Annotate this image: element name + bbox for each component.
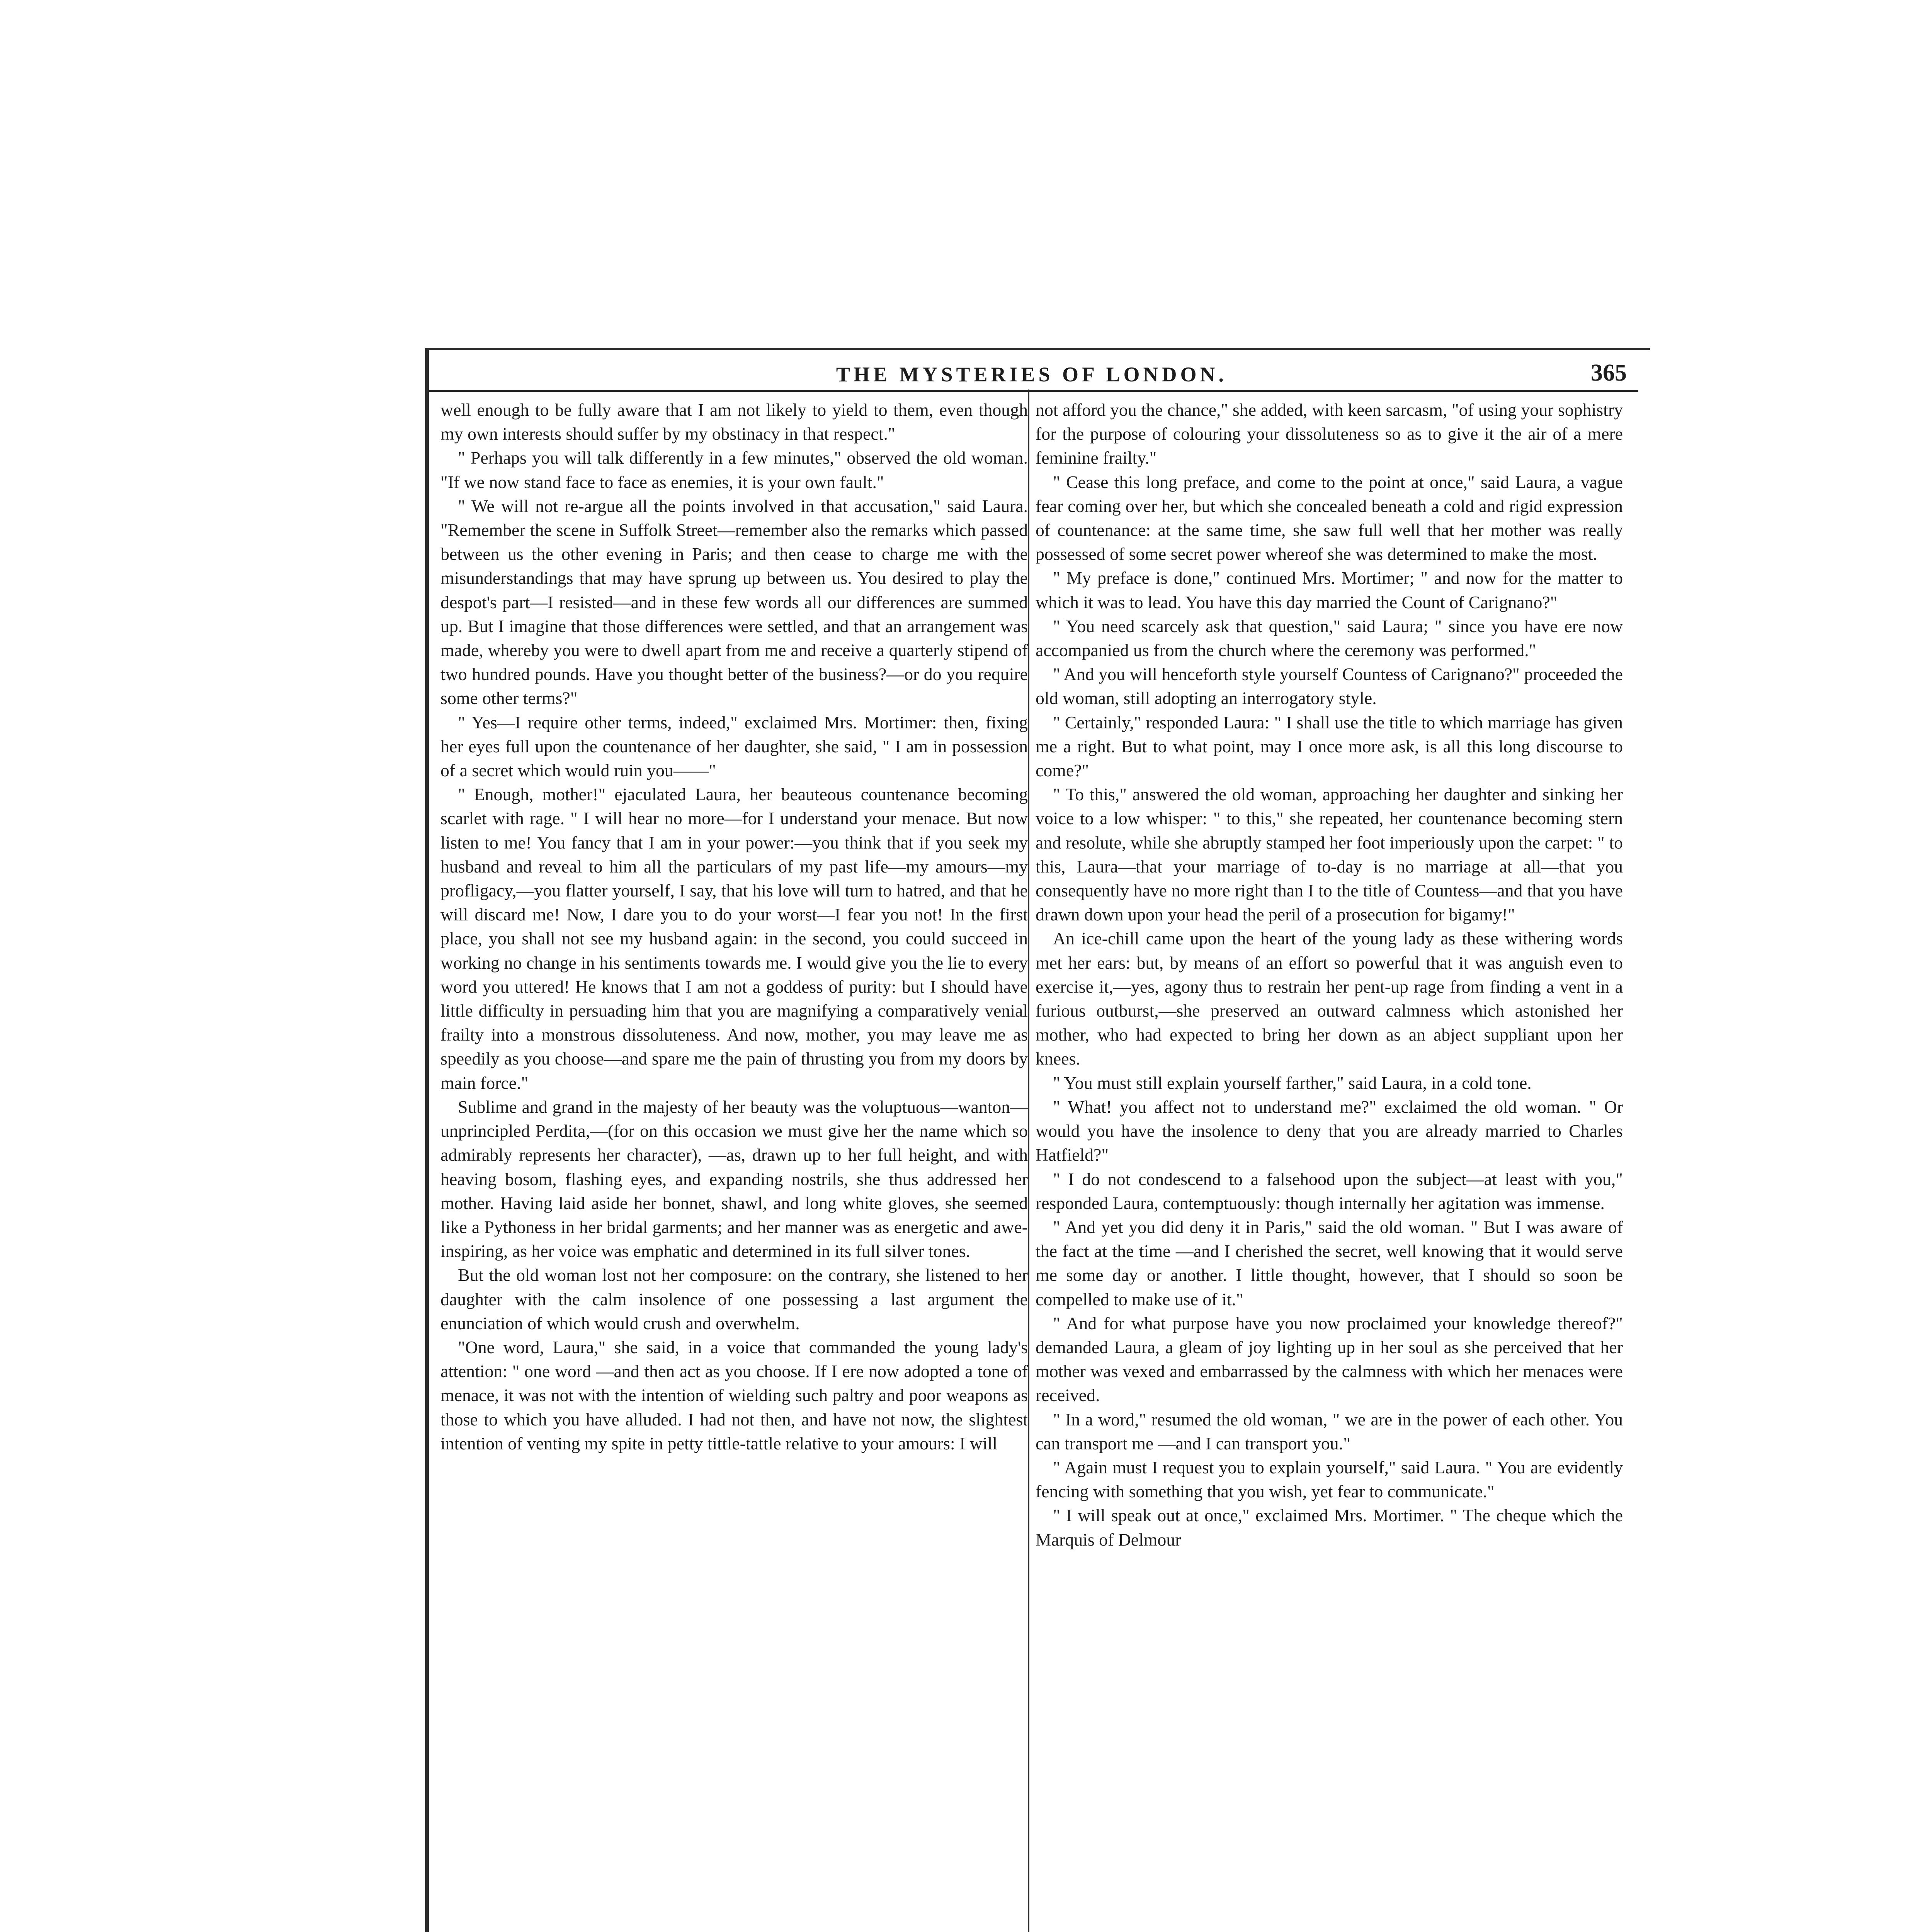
paragraph: " Again must I request you to explain yourself," said Laura. " You are evidently fencing with something that you wish, yet fear to communicate." [1036,1457,1623,1502]
column-divider [1028,389,1029,1932]
paragraph: " Perhaps you will talk differently in a few minutes," observed the old woman. "If we now stand face to face as enemies, it is your own fault." [440,448,1028,492]
paragraph: An ice-chill came upon the heart of the young lady as these withering words met her ears: but, by means of an effort so powerful that it was anguish even to exercise it,—yes, agony thus to restrain her pent-up rage from finding a vent in a furious outburst,—she preserved an outward calmness which astonished her mother, who had expected to bring her down as an abject suppliant upon her knees. [1036,929,1623,1069]
paragraph: not afford you the chance," she added, with keen sarcasm, "of using your sophistry for the purpose of colouring your dissoluteness so as to give it the air of a mere feminine frailty." [1036,400,1623,468]
paragraph: " You must still explain yourself farther," said Laura, in a cold tone. [1053,1073,1532,1093]
paragraph: " And you will henceforth style yourself Countess of Carignano?" proceeded the old woman, still adopting an interrogatory style. [1036,664,1623,708]
paragraph: " You need scarcely ask that question," said Laura; " since you have ere now accompanied us from the church where the ceremony was performed." [1036,616,1623,660]
paragraph: " I will speak out at once," exclaimed Mrs. Mortimer. " The cheque which the Marquis of Delmour [1036,1505,1623,1549]
paragraph: But the old woman lost not her composure: on the contrary, she listened to her daughter with the calm insolence of one possessing a last argument the enunciation of which would crush and overwhelm. [440,1265,1028,1333]
left-column [440,398,1028,1932]
book-page [425,348,1650,1932]
paragraph: " And yet you did deny it in Paris," said the old woman. " But I was aware of the fact at the time —and I cherished the secret, well knowing that it would serve me some day or another. I little thought, however, that I should so soon be compelled to make use of it." [1036,1217,1623,1309]
paragraph: " Cease this long preface, and come to the point at once," said Laura, a vague fear coming over her, but which she concealed beneath a cold and rigid expression of countenance: at the same time, she saw full well that her mother was really possessed of some secret power whereof she was determined to make the most. [1036,472,1623,564]
paragraph: " I do not condescend to a falsehood upon the subject—at least with you," responded Laura, contemptuously: though internally her agitation was immense. [1036,1169,1623,1213]
paragraph: " We will not re-argue all the points involved in that accusation," said Laura. "Remember the scene in Suffolk Street—remember also the remarks which passed between us the other evening in Paris; and then cease to charge me with the misunderstandings that may have sprung up between us. You desired to play the despot's part—I resisted—and in these few words all our differences are summed up. But I imagine that those differences were settled, and that an arrangement was made, whereby you were to dwell apart from me and receive a quarterly stipend of two hundred pounds. Have you thought better of the business?—or do you require some other terms?" [440,496,1028,708]
paragraph: " Certainly," responded Laura: " I shall use the title to which marriage has given me a right. But to what point, may I once more ask, is all this long discourse to come?" [1036,712,1623,781]
paragraph: " What! you affect not to understand me?" exclaimed the old woman. " Or would you have the insolence to deny that you are already married to Charles Hatfield?" [1036,1097,1623,1165]
paragraph: " And for what purpose have you now proclaimed your knowledge thereof?" demanded Laura, a gleam of joy lighting up in her soul as she perceived that her mother was vexed and embarrassed by the calmness with which her menaces were received. [1036,1313,1623,1405]
paragraph: " Enough, mother!" ejaculated Laura, her beauteous countenance becoming scarlet with rage. " I will hear no more—for I understand your menace. But now listen to me! You fancy that I am in your power:—you think that if you seek my husband and reveal to him all the particulars of my past life—my amours—my profligacy,—you flatter yourself, I say, that his love will turn to hatred, and that he will discard me! Now, I dare you to do your worst—I fear you not! In the first place, you shall not see my husband again: in the second, you could succeed in working no change in his sentiments towards me. I would give you the lie to every word you uttered! He knows that I am not a goddess of purity: but I should have little difficulty in persuading him that you are magnifying a comparatively venial frailty into a monstrous dissoluteness. And now, mother, you may leave me as speedily as you choose—and spare me the pain of thrusting you from my doors by main force." [440,784,1028,1093]
top-border [425,348,1650,350]
paragraph: " To this," answered the old woman, approaching her daughter and sinking her voice to a low whisper: " to this," she repeated, her countenance becoming stern and resolute, while she abruptly stamped her foot imperiously upon the carpet: " to this, Laura—that your marriage of to-day is no marriage at all—that you consequently have no more right than I to the title of Countess—and that you have drawn down upon your head the peril of a prosecution for bigamy!" [1036,784,1623,925]
paragraph: "One word, Laura," she said, in a voice that commanded the young lady's attention: " one word —and then act as you choose. If I ere now adopted a tone of menace, it was not with the intention of wielding such paltry and poor weapons as those to which you have alluded. I had not then, and have not now, the slightest intention of venting my spite in petty tittle-tattle relative to your amours: I will [440,1337,1028,1453]
header-rule [425,390,1638,392]
paragraph: " Yes—I require other terms, indeed," exclaimed Mrs. Mortimer: then, fixing her eyes full upon the countenance of her daughter, she said, " I am in possession of a secret which would ruin you——" [440,712,1028,781]
paragraph: " In a word," resumed the old woman, " we are in the power of each other. You can transport me —and I can transport you." [1036,1409,1623,1453]
page-header [425,355,1638,390]
right-column [1036,398,1623,1932]
running-title: THE MYSTERIES OF LONDON. [836,363,1228,386]
paragraph: Sublime and grand in the majesty of her beauty was the voluptuous—wanton—unprincipled Perdita,—(for on this occasion we must give her the name which so admirably represents her character), —as, drawn up to her full height, and with heaving bosom, flashing eyes, and expanding nostrils, she thus addressed her mother. Having laid aside her bonnet, shawl, and long white gloves, she seemed like a Pythoness in her bridal garments; and her manner was as energetic and awe-inspiring, as her voice was emphatic and determined in its full silver tones. [440,1097,1028,1261]
paragraph: well enough to be fully aware that I am not likely to yield to them, even though my own interests should suffer by my obstinacy in that respect." [440,400,1028,444]
left-border [425,348,429,1932]
paragraph: " My preface is done," continued Mrs. Mortimer; " and now for the matter to which it was to lead. You have this day married the Count of Carignano?" [1036,568,1623,612]
page-number: 365 [1591,360,1627,386]
